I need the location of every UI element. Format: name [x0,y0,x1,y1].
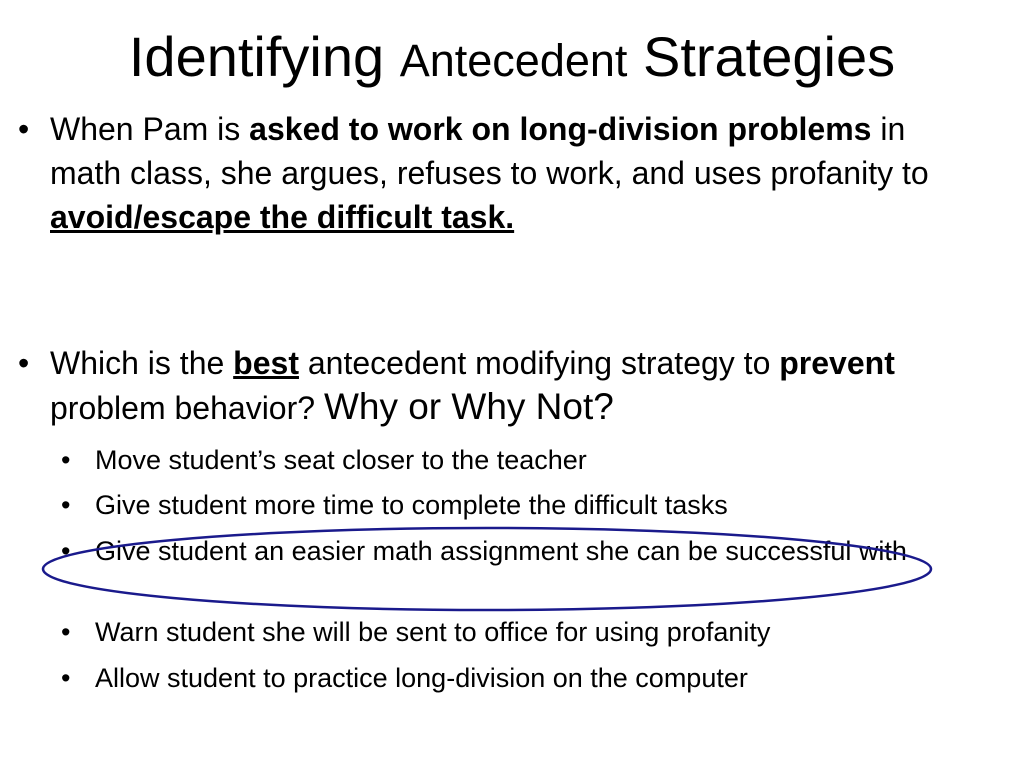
answer-circle-ellipse [43,528,931,610]
slide-title [0,22,1024,96]
question-best-text: best [233,345,299,381]
scenario-function-text: avoid/escape the difficult task. [50,199,515,235]
option-marker: • [61,445,71,475]
scenario-text-2: in math class, she argues, refuses to work, and uses profanity to [50,111,929,191]
option-marker: • [61,536,71,566]
option-marker: • [61,617,71,647]
title-part-antecedent: Antecedent [399,35,628,86]
question-text-3: problem behavior? [50,390,324,426]
question-prevent-text: prevent [779,345,895,381]
option-item [61,662,995,694]
scenario-trigger-text: asked to work on long-division problems [249,111,872,147]
bullet-marker: • [18,111,30,147]
title-part-strategies: Strategies [627,25,896,88]
option-item [61,489,995,521]
option-marker: • [61,663,71,693]
bullet-marker: • [18,345,30,381]
option-marker: • [61,490,71,520]
option-item [61,616,995,648]
option-text: Give student an easier math assignment she can be successful with [95,536,907,566]
question-text-1: Which is the [50,345,234,381]
title-part-identifying: Identifying [128,25,400,88]
option-item [61,444,995,476]
option-text: Warn student she will be sent to office for using profanity [95,617,771,647]
question-why-text: Why or Why Not? [323,386,614,427]
answer-circle [40,524,934,614]
question-text-2: antecedent modifying strategy to [298,345,780,381]
option-text: Give student more time to complete the difficult tasks [95,490,728,520]
question-bullet [18,341,970,430]
scenario-text-1: When Pam is [50,111,250,147]
scenario-bullet [18,107,970,239]
option-text: Allow student to practice long-division on the computer [95,663,748,693]
option-text: Move student’s seat closer to the teacher [95,445,587,475]
